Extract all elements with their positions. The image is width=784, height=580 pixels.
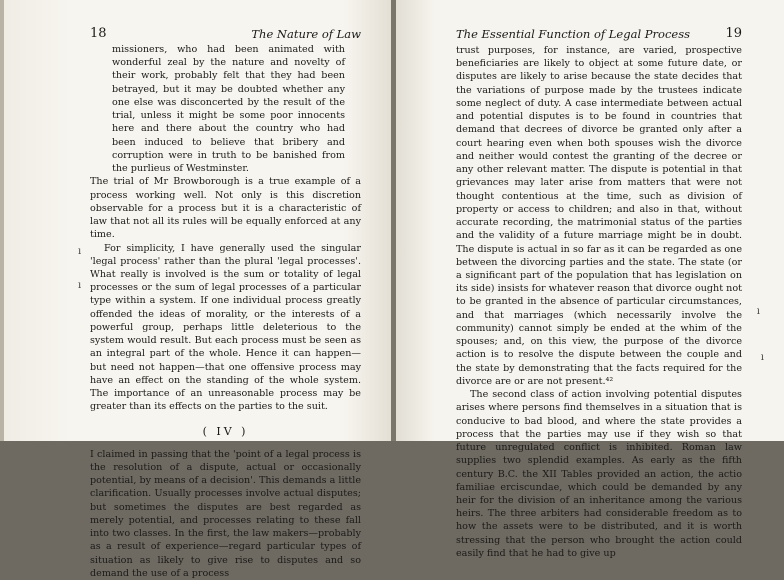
margin-mark: ı <box>756 306 760 317</box>
page-body <box>456 44 742 560</box>
page-body <box>90 43 361 580</box>
margin-mark: ı <box>78 246 82 257</box>
running-head: The Nature of Law <box>251 27 361 41</box>
running-head: The Essential Function of Legal Process <box>456 27 690 41</box>
section-heading: ( IV ) <box>202 424 249 438</box>
block-quote: missioners, who had been animated with wonderful zeal by the nature and novelty of their work, probably felt that they had been betrayed, but it may be doubted whether any one else was disconcerted by the result of the trial, unless it might be some poor innocents here and there about the country who had been induced to believe that bribery and corruption were in truth to be banished from the purlieus of Westminster. <box>112 44 345 175</box>
page-number: 18 <box>90 26 107 41</box>
margin-mark: ı <box>760 352 764 363</box>
left-page <box>0 0 391 579</box>
paragraph: For simplicity, I have generally used the singular 'legal process' rather than the plural 'legal processes'. What really is involved is the sum or totality of legal processes or the sum of legal processes of a particular type within a system. If one individual process greatly offended the ideas of morality, or the interests of a powerful group, perhaps little deleterious to the system would result. But each process must be seen as an integral part of the whole. Hence it can happen—but need not happen—that one offensive process may have an effect on the standing of the whole system. The importance of an unreasonable process may be greater than its effects on the parties to the suit. <box>90 242 361 413</box>
paragraph: trust purposes, for instance, are varied, prospective beneficiaries are likely to object at some future date, or disputes are likely to arise because the state decides that the variations of purpose made by the trustees indicate some neglect of duty. A case intermediate between actual and potential disputes is to be found in countries that demand that decrees of divorce be granted only after a court hearing even when both spouses wish the divorce and neither would contest the granting of the decree or any other relevant matter. The dispute is potential in that grievances may later arise from matters that were not thought contentious at the time, such as division of property or access to children; and also in that, without accurate recording, the matrimonial status of the parties and the validity of a future marriage might be in doubt. The dispute is actual in so far as it can be regarded as one between the divorcing parties and the state. The state (or a significant part of the population that has legislation on its side) insists for whatever reason that divorce ought not to be granted in the absence of particular circumstances, and that marriages (which necessarily involve the community) cannot simply be ended at the whim of the spouses; and, on this view, the purpose of the divorce action is to resolve the dispute between the couple and the state by demonstrating that the facts required for the divorce are or are not present.⁴² <box>456 45 742 387</box>
paragraph: The second class of action involving potential disputes arises where persons find themselves in a situation that is conducive to bad blood, and where the state provides a process that the parties may use if they wish so that future unregulated conflict is inhibited. Roman law supplies two splendid examples. As early as the fifth century B.C. the XII Tables provided an action, the actio familiae erciscundae, which could be demanded by any heir for the division of an inheritance among the various heirs. The three arbiters had considerable freedom as to how the assets were to be distributed, and it is worth stressing that the person who brought the action could easily find that he had to give up <box>456 389 742 559</box>
margin-mark: ı <box>78 280 82 291</box>
paragraph: The trial of Mr Browborough is a true example of a process working well. Not only is this discretion observable for a process but it is a characteristic of law that not all its rules will be equally enforced at any time. <box>90 176 361 241</box>
page-edge <box>0 0 4 441</box>
paragraph: I claimed in passing that the 'point of a legal process is the resolution of a dispute, actual or occasionally potential, by means of a decision'. This demands a little clarification. Usually processes involve actual disputes; but sometimes the disputes are best regarded as merely potential, and processes relating to these fall into two classes. In the first, the law makers—probably as a result of experience—regard particular types of situation as likely to give rise to disputes and so demand the use of a process <box>90 448 361 579</box>
right-page <box>396 0 784 559</box>
page-number: 19 <box>725 26 742 41</box>
